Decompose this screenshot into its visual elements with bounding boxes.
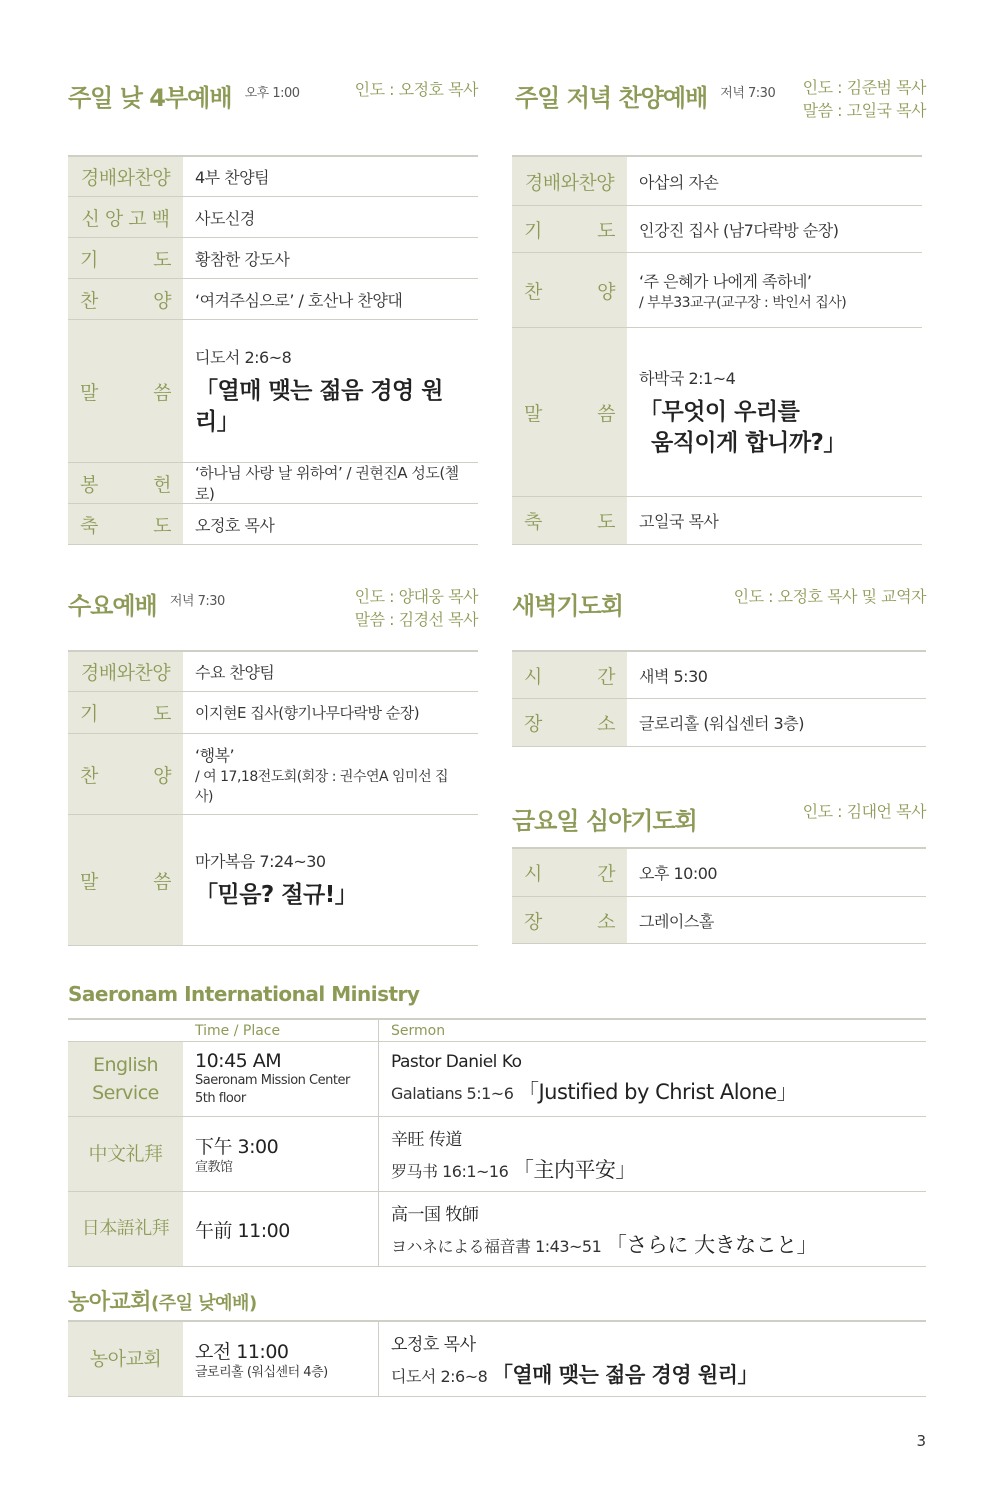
friday-leader: 인도 : 김대언 목사: [802, 802, 926, 821]
value-line: ‘행복’: [195, 745, 235, 765]
wednesday-time: 저녁 7:30: [169, 594, 225, 609]
row-label: 신 앙 고 백: [68, 197, 183, 237]
table-row: [512, 328, 922, 497]
table-row: [68, 734, 478, 815]
sermon-line: 罗马书 16:1~16 「主内平安」: [391, 1157, 636, 1182]
title-sub: (주일 낮예배): [151, 1293, 257, 1314]
row-value: 사도신경: [195, 208, 255, 228]
row-label: 장 소: [512, 699, 627, 746]
wednesday-leaders: [355, 585, 478, 631]
sunday-evening-title: 주일 저녁 찬양예배: [515, 84, 708, 112]
sunday-evening-leaders: [803, 76, 926, 122]
sermon-line: ヨハネによる福音書 1:43~51 「さらに 大きなこと」: [391, 1232, 818, 1257]
sermon-cell: [379, 1192, 926, 1266]
row-value: 이지현E 집사(향기나무다락방 순장): [195, 704, 420, 722]
leader-line: 인도 : 김준범 목사: [802, 78, 926, 97]
sermon-title: 「무엇이 우리를: [639, 398, 800, 425]
row-value: 고일국 목사: [639, 512, 719, 531]
row-label: 축 도: [68, 504, 183, 544]
page-number: 3: [916, 1432, 926, 1450]
wednesday-table: [68, 650, 478, 946]
sermon-cell: [183, 815, 478, 945]
dawn-header: [512, 586, 623, 621]
time-place: [183, 1117, 379, 1191]
time-place: [183, 1322, 379, 1396]
deaf-church-table: [68, 1320, 926, 1397]
value-line: / 부부33교구(교구장 : 박인서 집사): [639, 294, 847, 311]
friday-header: [512, 801, 697, 836]
row-value: ‘여겨주심으로’ / 호산나 찬양대: [195, 290, 403, 310]
place: 글로리홀 (워십센터 4층): [195, 1364, 328, 1380]
leader-line: 인도 : 양대웅 목사: [354, 587, 478, 606]
dawn-table: [512, 650, 926, 747]
row-value: 그레이스홀: [639, 911, 714, 931]
table-row: [68, 815, 478, 946]
table-row: [68, 504, 478, 545]
sunday-4th-leader: 인도 : 오정호 목사: [354, 80, 478, 99]
table-row: [68, 1192, 926, 1267]
row-value: 4부 찬양팀: [195, 168, 270, 187]
table-row: [512, 157, 922, 206]
row-label: 말 씀: [68, 815, 183, 945]
international-title: Saeronam International Ministry: [68, 982, 420, 1006]
table-row: [512, 849, 926, 897]
row-value: [183, 734, 478, 814]
row-value: 인강진 집사 (남7다락방 순장): [639, 220, 839, 240]
sunday-4th-header: [68, 78, 300, 113]
row-label: 말 씀: [512, 328, 627, 496]
sunday-4th-time: 오후 1:00: [244, 86, 300, 101]
time-place: [183, 1042, 379, 1116]
sunday-4th-table: [68, 155, 478, 545]
dawn-leader: 인도 : 오정호 목사 및 교역자: [733, 587, 926, 606]
table-row: [68, 1042, 926, 1117]
table-row: [68, 1322, 926, 1397]
table-row: [68, 279, 478, 320]
table-row: [512, 652, 926, 699]
sunday-4th-title: 주일 낮 4부예배: [68, 84, 232, 112]
row-label: 기 도: [68, 692, 183, 733]
row-label: 기 도: [68, 238, 183, 278]
preacher: 오정호 목사: [391, 1334, 476, 1355]
row-label: 농아교회: [68, 1322, 183, 1396]
place: 5th floor: [195, 1091, 246, 1106]
row-label: 시 간: [512, 849, 627, 896]
sermon-cell: [379, 1042, 926, 1116]
sermon-cell: [183, 320, 478, 462]
place: 宣教馆: [195, 1159, 233, 1175]
row-label: 축 도: [512, 497, 627, 544]
place: Saeronam Mission Center: [195, 1073, 350, 1088]
row-value: 오정호 목사: [195, 515, 275, 535]
table-row: [512, 497, 922, 545]
row-value: ‘하나님 사랑 날 위하여’ / 권현진A 성도(첼로): [195, 464, 459, 503]
sermon-line: 디도서 2:6~8 「열매 맺는 젊음 경영 원리」: [391, 1362, 758, 1387]
preacher: Pastor Daniel Ko: [391, 1052, 522, 1072]
row-label: 장 소: [512, 897, 627, 943]
sermon-ref: 하박국 2:1~4: [639, 368, 736, 388]
row-value: 아삽의 자손: [639, 172, 719, 192]
preacher: 高一国 牧師: [391, 1204, 479, 1225]
row-label: 찬 양: [68, 734, 183, 814]
table-row: [68, 1117, 926, 1192]
sermon-ref: 디도서 2:6~8: [195, 347, 292, 367]
table-row: [512, 699, 926, 747]
row-label: 말 씀: [68, 320, 183, 462]
table-row: [68, 157, 478, 197]
value-line: / 여 17,18전도회(회장 : 권수연A 임미선 집사): [195, 768, 449, 805]
sermon-title: 「믿음? 절규!」: [195, 882, 358, 908]
row-label: 경배와찬양: [68, 157, 183, 196]
table-row: [68, 692, 478, 734]
row-label: 시 간: [512, 652, 627, 698]
row-label: 찬 양: [68, 279, 183, 319]
row-label: 中文礼拜: [68, 1117, 183, 1191]
preacher: 辛旺 传道: [391, 1129, 462, 1150]
dawn-title: 새벽기도회: [512, 592, 623, 620]
row-value: [627, 253, 922, 327]
row-value: 글로리홀 (워십센터 3층): [639, 714, 804, 733]
row-label: English Service: [68, 1042, 183, 1116]
time: 10:45 AM: [195, 1050, 282, 1072]
speaker-line: 말씀 : 고일국 목사: [802, 101, 926, 120]
table-row: [512, 253, 922, 328]
table-header: [68, 1020, 926, 1042]
title-main: 농아교회: [68, 1290, 152, 1315]
sermon-cell: [379, 1117, 926, 1191]
value-line: ‘주 은혜가 나에게 족하네’: [639, 271, 812, 291]
time: 午前 11:00: [195, 1219, 290, 1242]
speaker-line: 말씀 : 김경선 목사: [354, 610, 478, 629]
friday-table: [512, 847, 926, 944]
wednesday-title: 수요예배: [68, 592, 157, 620]
wednesday-header: [68, 586, 225, 621]
sermon-title: 「열매 맺는 젊음 경영 원리」: [195, 377, 443, 435]
table-row: [512, 206, 922, 253]
row-value: 오후 10:00: [639, 864, 718, 883]
table-row: [68, 197, 478, 238]
international-table: [68, 1018, 926, 1267]
table-row: [512, 897, 926, 944]
row-label: 찬 양: [512, 253, 627, 327]
row-value: 수요 찬양팀: [195, 663, 275, 682]
header-sermon: Sermon: [391, 1022, 446, 1039]
sunday-evening-header: [515, 78, 775, 113]
row-label: 日本語礼拜: [68, 1192, 183, 1266]
friday-title: 금요일 심야기도회: [512, 807, 697, 835]
row-label: 기 도: [512, 206, 627, 252]
row-label: 경배와찬양: [68, 652, 183, 691]
sermon-cell: [379, 1322, 926, 1396]
time-place: [183, 1192, 379, 1266]
sunday-evening-time: 저녁 7:30: [720, 86, 776, 101]
table-row: [68, 238, 478, 279]
sunday-evening-table: [512, 155, 922, 545]
deaf-church-title: [68, 1285, 257, 1316]
row-label: 봉 헌: [68, 463, 183, 503]
time: 下午 3:00: [195, 1135, 279, 1158]
table-row: [68, 320, 478, 463]
sermon-line: Galatians 5:1~6 「Justified by Christ Alone」: [391, 1080, 798, 1104]
sermon-ref: 마가복음 7:24~30: [195, 852, 326, 871]
table-row: [68, 652, 478, 692]
table-row: [68, 463, 478, 504]
header-blank: [68, 1020, 183, 1041]
time: 오전 11:00: [195, 1340, 289, 1363]
sermon-title: 움직이게 합니까?」: [651, 429, 846, 456]
row-value: 황참한 강도사: [195, 249, 290, 269]
row-label: 경배와찬양: [512, 157, 627, 205]
sermon-cell: [627, 328, 922, 496]
row-value: 새벽 5:30: [639, 666, 708, 686]
header-time: Time / Place: [183, 1020, 379, 1041]
